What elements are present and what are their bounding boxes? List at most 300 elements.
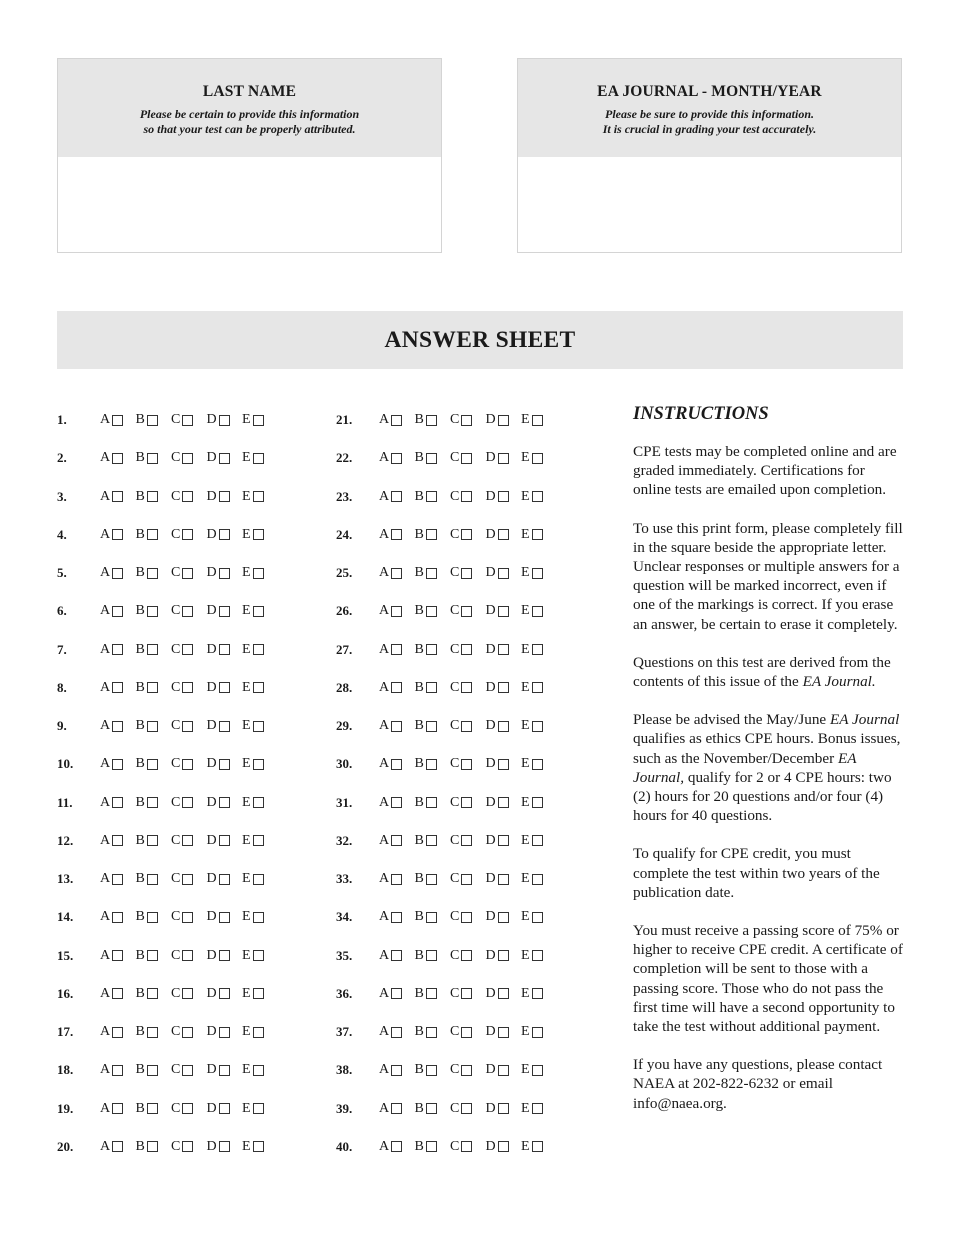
answer-option[interactable] <box>521 1101 557 1117</box>
answer-option[interactable] <box>379 680 415 696</box>
answer-option[interactable] <box>486 680 522 696</box>
answer-option[interactable] <box>100 603 136 619</box>
answer-option[interactable] <box>450 642 486 658</box>
answer-option[interactable] <box>379 489 415 505</box>
answer-option[interactable] <box>415 795 451 811</box>
checkbox[interactable] <box>182 721 193 732</box>
answer-option[interactable] <box>415 833 451 849</box>
answer-option[interactable] <box>242 909 278 925</box>
answer-option[interactable] <box>450 1101 486 1117</box>
checkbox[interactable] <box>219 874 230 885</box>
answer-option[interactable] <box>207 680 243 696</box>
checkbox[interactable] <box>147 759 158 770</box>
checkbox[interactable] <box>219 988 230 999</box>
checkbox[interactable] <box>532 568 543 579</box>
answer-option[interactable] <box>521 833 557 849</box>
answer-option[interactable] <box>486 1101 522 1117</box>
checkbox[interactable] <box>532 950 543 961</box>
checkbox[interactable] <box>391 453 402 464</box>
answer-option[interactable] <box>207 795 243 811</box>
answer-option[interactable] <box>521 603 557 619</box>
checkbox[interactable] <box>147 415 158 426</box>
checkbox[interactable] <box>498 682 509 693</box>
answer-option[interactable] <box>100 795 136 811</box>
checkbox[interactable] <box>461 568 472 579</box>
checkbox[interactable] <box>147 1065 158 1076</box>
checkbox[interactable] <box>498 491 509 502</box>
answer-option[interactable] <box>171 1024 207 1040</box>
answer-option[interactable] <box>171 527 207 543</box>
checkbox[interactable] <box>498 1027 509 1038</box>
checkbox[interactable] <box>498 453 509 464</box>
checkbox[interactable] <box>426 797 437 808</box>
answer-option[interactable] <box>171 642 207 658</box>
answer-option[interactable] <box>450 1139 486 1155</box>
answer-option[interactable] <box>415 1101 451 1117</box>
answer-option[interactable] <box>521 986 557 1002</box>
checkbox[interactable] <box>253 529 264 540</box>
checkbox[interactable] <box>147 644 158 655</box>
answer-option[interactable] <box>136 718 172 734</box>
checkbox[interactable] <box>532 415 543 426</box>
answer-option[interactable] <box>521 948 557 964</box>
answer-option[interactable] <box>379 603 415 619</box>
checkbox[interactable] <box>219 1103 230 1114</box>
answer-option[interactable] <box>242 718 278 734</box>
checkbox[interactable] <box>147 988 158 999</box>
checkbox[interactable] <box>253 835 264 846</box>
answer-option[interactable] <box>415 680 451 696</box>
checkbox[interactable] <box>532 1027 543 1038</box>
checkbox[interactable] <box>426 1141 437 1152</box>
answer-option[interactable] <box>242 450 278 466</box>
answer-option[interactable] <box>136 680 172 696</box>
checkbox[interactable] <box>219 568 230 579</box>
checkbox[interactable] <box>532 1065 543 1076</box>
answer-option[interactable] <box>207 565 243 581</box>
answer-option[interactable] <box>450 833 486 849</box>
answer-option[interactable] <box>171 795 207 811</box>
checkbox[interactable] <box>253 1065 264 1076</box>
answer-option[interactable] <box>450 1024 486 1040</box>
checkbox[interactable] <box>498 415 509 426</box>
answer-option[interactable] <box>450 527 486 543</box>
checkbox[interactable] <box>253 568 264 579</box>
checkbox[interactable] <box>532 988 543 999</box>
checkbox[interactable] <box>219 415 230 426</box>
checkbox[interactable] <box>391 988 402 999</box>
checkbox[interactable] <box>253 453 264 464</box>
answer-option[interactable] <box>100 833 136 849</box>
answer-option[interactable] <box>136 603 172 619</box>
answer-option[interactable] <box>521 1062 557 1078</box>
answer-option[interactable] <box>486 871 522 887</box>
answer-option[interactable] <box>521 527 557 543</box>
checkbox[interactable] <box>426 912 437 923</box>
checkbox[interactable] <box>253 415 264 426</box>
checkbox[interactable] <box>147 1141 158 1152</box>
answer-option[interactable] <box>242 948 278 964</box>
checkbox[interactable] <box>219 950 230 961</box>
answer-option[interactable] <box>207 1101 243 1117</box>
answer-option[interactable] <box>136 871 172 887</box>
answer-option[interactable] <box>100 909 136 925</box>
checkbox[interactable] <box>391 415 402 426</box>
checkbox[interactable] <box>498 644 509 655</box>
checkbox[interactable] <box>147 606 158 617</box>
checkbox[interactable] <box>498 721 509 732</box>
answer-option[interactable] <box>415 527 451 543</box>
answer-option[interactable] <box>242 565 278 581</box>
answer-option[interactable] <box>486 909 522 925</box>
answer-option[interactable] <box>450 680 486 696</box>
checkbox[interactable] <box>147 797 158 808</box>
checkbox[interactable] <box>253 1027 264 1038</box>
checkbox[interactable] <box>112 988 123 999</box>
checkbox[interactable] <box>498 912 509 923</box>
answer-option[interactable] <box>207 412 243 428</box>
checkbox[interactable] <box>426 415 437 426</box>
answer-option[interactable] <box>171 756 207 772</box>
answer-option[interactable] <box>379 642 415 658</box>
answer-option[interactable] <box>379 871 415 887</box>
checkbox[interactable] <box>147 568 158 579</box>
checkbox[interactable] <box>112 1027 123 1038</box>
checkbox[interactable] <box>182 950 193 961</box>
answer-option[interactable] <box>136 565 172 581</box>
answer-option[interactable] <box>100 718 136 734</box>
answer-option[interactable] <box>379 1062 415 1078</box>
checkbox[interactable] <box>182 1141 193 1152</box>
checkbox[interactable] <box>112 568 123 579</box>
answer-option[interactable] <box>415 1024 451 1040</box>
checkbox[interactable] <box>112 950 123 961</box>
checkbox[interactable] <box>461 912 472 923</box>
checkbox[interactable] <box>112 797 123 808</box>
answer-option[interactable] <box>379 527 415 543</box>
checkbox[interactable] <box>147 453 158 464</box>
checkbox[interactable] <box>461 1103 472 1114</box>
answer-option[interactable] <box>171 565 207 581</box>
checkbox[interactable] <box>147 1027 158 1038</box>
checkbox[interactable] <box>461 797 472 808</box>
checkbox[interactable] <box>219 759 230 770</box>
checkbox[interactable] <box>426 1027 437 1038</box>
checkbox[interactable] <box>112 912 123 923</box>
answer-option[interactable] <box>242 833 278 849</box>
checkbox[interactable] <box>391 1065 402 1076</box>
answer-option[interactable] <box>242 527 278 543</box>
answer-option[interactable] <box>415 603 451 619</box>
answer-option[interactable] <box>136 1139 172 1155</box>
answer-option[interactable] <box>242 1062 278 1078</box>
checkbox[interactable] <box>461 988 472 999</box>
answer-option[interactable] <box>136 795 172 811</box>
checkbox[interactable] <box>182 874 193 885</box>
checkbox[interactable] <box>147 950 158 961</box>
answer-option[interactable] <box>207 1062 243 1078</box>
checkbox[interactable] <box>219 682 230 693</box>
answer-option[interactable] <box>136 1024 172 1040</box>
answer-option[interactable] <box>521 1024 557 1040</box>
answer-option[interactable] <box>379 412 415 428</box>
answer-option[interactable] <box>136 756 172 772</box>
checkbox[interactable] <box>498 797 509 808</box>
checkbox[interactable] <box>391 874 402 885</box>
checkbox[interactable] <box>391 759 402 770</box>
answer-option[interactable] <box>486 756 522 772</box>
checkbox[interactable] <box>219 606 230 617</box>
answer-option[interactable] <box>486 1062 522 1078</box>
checkbox[interactable] <box>498 950 509 961</box>
checkbox[interactable] <box>532 797 543 808</box>
checkbox[interactable] <box>391 606 402 617</box>
checkbox[interactable] <box>253 721 264 732</box>
checkbox[interactable] <box>219 797 230 808</box>
answer-option[interactable] <box>100 527 136 543</box>
checkbox[interactable] <box>426 1065 437 1076</box>
checkbox[interactable] <box>253 759 264 770</box>
answer-option[interactable] <box>242 603 278 619</box>
checkbox[interactable] <box>219 491 230 502</box>
answer-option[interactable] <box>171 909 207 925</box>
checkbox[interactable] <box>426 682 437 693</box>
journal-month-year-field[interactable] <box>518 157 901 252</box>
answer-option[interactable] <box>521 412 557 428</box>
answer-option[interactable] <box>207 450 243 466</box>
answer-option[interactable] <box>207 909 243 925</box>
answer-option[interactable] <box>379 1139 415 1155</box>
checkbox[interactable] <box>391 797 402 808</box>
checkbox[interactable] <box>112 1065 123 1076</box>
checkbox[interactable] <box>461 529 472 540</box>
checkbox[interactable] <box>461 644 472 655</box>
checkbox[interactable] <box>253 491 264 502</box>
answer-option[interactable] <box>100 1062 136 1078</box>
checkbox[interactable] <box>253 797 264 808</box>
checkbox[interactable] <box>253 1103 264 1114</box>
checkbox[interactable] <box>147 491 158 502</box>
checkbox[interactable] <box>147 912 158 923</box>
answer-option[interactable] <box>415 756 451 772</box>
answer-option[interactable] <box>100 680 136 696</box>
answer-option[interactable] <box>450 489 486 505</box>
checkbox[interactable] <box>391 491 402 502</box>
answer-option[interactable] <box>242 680 278 696</box>
answer-option[interactable] <box>207 986 243 1002</box>
checkbox[interactable] <box>498 1103 509 1114</box>
checkbox[interactable] <box>182 415 193 426</box>
checkbox[interactable] <box>426 1103 437 1114</box>
answer-option[interactable] <box>171 603 207 619</box>
checkbox[interactable] <box>426 568 437 579</box>
checkbox[interactable] <box>182 568 193 579</box>
checkbox[interactable] <box>253 606 264 617</box>
answer-option[interactable] <box>242 1024 278 1040</box>
checkbox[interactable] <box>147 721 158 732</box>
answer-option[interactable] <box>450 565 486 581</box>
answer-option[interactable] <box>171 1062 207 1078</box>
answer-option[interactable] <box>100 412 136 428</box>
checkbox[interactable] <box>219 529 230 540</box>
answer-option[interactable] <box>486 833 522 849</box>
answer-option[interactable] <box>486 527 522 543</box>
answer-option[interactable] <box>521 795 557 811</box>
checkbox[interactable] <box>219 721 230 732</box>
answer-option[interactable] <box>100 756 136 772</box>
checkbox[interactable] <box>391 835 402 846</box>
answer-option[interactable] <box>486 986 522 1002</box>
checkbox[interactable] <box>532 682 543 693</box>
answer-option[interactable] <box>450 871 486 887</box>
answer-option[interactable] <box>100 871 136 887</box>
answer-option[interactable] <box>136 527 172 543</box>
checkbox[interactable] <box>253 874 264 885</box>
answer-option[interactable] <box>207 1024 243 1040</box>
answer-option[interactable] <box>486 412 522 428</box>
answer-option[interactable] <box>100 565 136 581</box>
checkbox[interactable] <box>498 606 509 617</box>
answer-option[interactable] <box>207 642 243 658</box>
answer-option[interactable] <box>207 718 243 734</box>
checkbox[interactable] <box>426 950 437 961</box>
last-name-field[interactable] <box>58 157 441 252</box>
answer-option[interactable] <box>379 718 415 734</box>
checkbox[interactable] <box>426 453 437 464</box>
checkbox[interactable] <box>253 950 264 961</box>
answer-option[interactable] <box>171 412 207 428</box>
checkbox[interactable] <box>182 529 193 540</box>
checkbox[interactable] <box>532 529 543 540</box>
checkbox[interactable] <box>219 1065 230 1076</box>
answer-option[interactable] <box>379 1101 415 1117</box>
checkbox[interactable] <box>426 529 437 540</box>
answer-option[interactable] <box>100 489 136 505</box>
answer-option[interactable] <box>521 756 557 772</box>
checkbox[interactable] <box>219 912 230 923</box>
answer-option[interactable] <box>242 756 278 772</box>
answer-option[interactable] <box>136 450 172 466</box>
checkbox[interactable] <box>532 606 543 617</box>
checkbox[interactable] <box>391 1141 402 1152</box>
answer-option[interactable] <box>486 1139 522 1155</box>
checkbox[interactable] <box>147 682 158 693</box>
checkbox[interactable] <box>498 874 509 885</box>
answer-option[interactable] <box>136 1062 172 1078</box>
answer-option[interactable] <box>136 909 172 925</box>
checkbox[interactable] <box>182 797 193 808</box>
checkbox[interactable] <box>391 950 402 961</box>
checkbox[interactable] <box>182 912 193 923</box>
answer-option[interactable] <box>379 909 415 925</box>
answer-option[interactable] <box>450 795 486 811</box>
answer-option[interactable] <box>486 795 522 811</box>
answer-option[interactable] <box>136 489 172 505</box>
checkbox[interactable] <box>426 491 437 502</box>
checkbox[interactable] <box>253 1141 264 1152</box>
checkbox[interactable] <box>391 1027 402 1038</box>
answer-option[interactable] <box>415 489 451 505</box>
answer-option[interactable] <box>207 1139 243 1155</box>
checkbox[interactable] <box>112 491 123 502</box>
checkbox[interactable] <box>182 1103 193 1114</box>
checkbox[interactable] <box>532 644 543 655</box>
answer-option[interactable] <box>379 986 415 1002</box>
answer-option[interactable] <box>415 565 451 581</box>
checkbox[interactable] <box>426 874 437 885</box>
checkbox[interactable] <box>498 759 509 770</box>
checkbox[interactable] <box>532 1103 543 1114</box>
checkbox[interactable] <box>219 644 230 655</box>
answer-option[interactable] <box>207 603 243 619</box>
answer-option[interactable] <box>415 412 451 428</box>
answer-option[interactable] <box>379 795 415 811</box>
checkbox[interactable] <box>219 453 230 464</box>
answer-option[interactable] <box>136 412 172 428</box>
checkbox[interactable] <box>391 568 402 579</box>
checkbox[interactable] <box>182 453 193 464</box>
answer-option[interactable] <box>242 1101 278 1117</box>
answer-option[interactable] <box>171 680 207 696</box>
answer-option[interactable] <box>450 450 486 466</box>
answer-option[interactable] <box>415 948 451 964</box>
answer-option[interactable] <box>486 565 522 581</box>
answer-option[interactable] <box>171 833 207 849</box>
answer-option[interactable] <box>415 1139 451 1155</box>
answer-option[interactable] <box>136 986 172 1002</box>
answer-option[interactable] <box>171 718 207 734</box>
checkbox[interactable] <box>426 759 437 770</box>
checkbox[interactable] <box>461 950 472 961</box>
answer-option[interactable] <box>379 948 415 964</box>
answer-option[interactable] <box>450 986 486 1002</box>
checkbox[interactable] <box>182 682 193 693</box>
checkbox[interactable] <box>426 835 437 846</box>
checkbox[interactable] <box>461 682 472 693</box>
checkbox[interactable] <box>391 912 402 923</box>
answer-option[interactable] <box>171 1101 207 1117</box>
checkbox[interactable] <box>532 835 543 846</box>
checkbox[interactable] <box>391 1103 402 1114</box>
answer-option[interactable] <box>242 871 278 887</box>
answer-option[interactable] <box>415 986 451 1002</box>
checkbox[interactable] <box>112 759 123 770</box>
answer-option[interactable] <box>207 489 243 505</box>
answer-option[interactable] <box>486 948 522 964</box>
answer-option[interactable] <box>207 948 243 964</box>
answer-option[interactable] <box>415 871 451 887</box>
answer-option[interactable] <box>415 1062 451 1078</box>
answer-option[interactable] <box>450 909 486 925</box>
answer-option[interactable] <box>521 909 557 925</box>
answer-option[interactable] <box>100 1101 136 1117</box>
answer-option[interactable] <box>242 489 278 505</box>
checkbox[interactable] <box>112 529 123 540</box>
checkbox[interactable] <box>219 1141 230 1152</box>
answer-option[interactable] <box>450 948 486 964</box>
checkbox[interactable] <box>112 1103 123 1114</box>
checkbox[interactable] <box>147 1103 158 1114</box>
checkbox[interactable] <box>112 721 123 732</box>
answer-option[interactable] <box>521 642 557 658</box>
checkbox[interactable] <box>532 759 543 770</box>
checkbox[interactable] <box>391 529 402 540</box>
answer-option[interactable] <box>100 948 136 964</box>
answer-option[interactable] <box>521 680 557 696</box>
checkbox[interactable] <box>498 1141 509 1152</box>
checkbox[interactable] <box>147 874 158 885</box>
checkbox[interactable] <box>461 1065 472 1076</box>
